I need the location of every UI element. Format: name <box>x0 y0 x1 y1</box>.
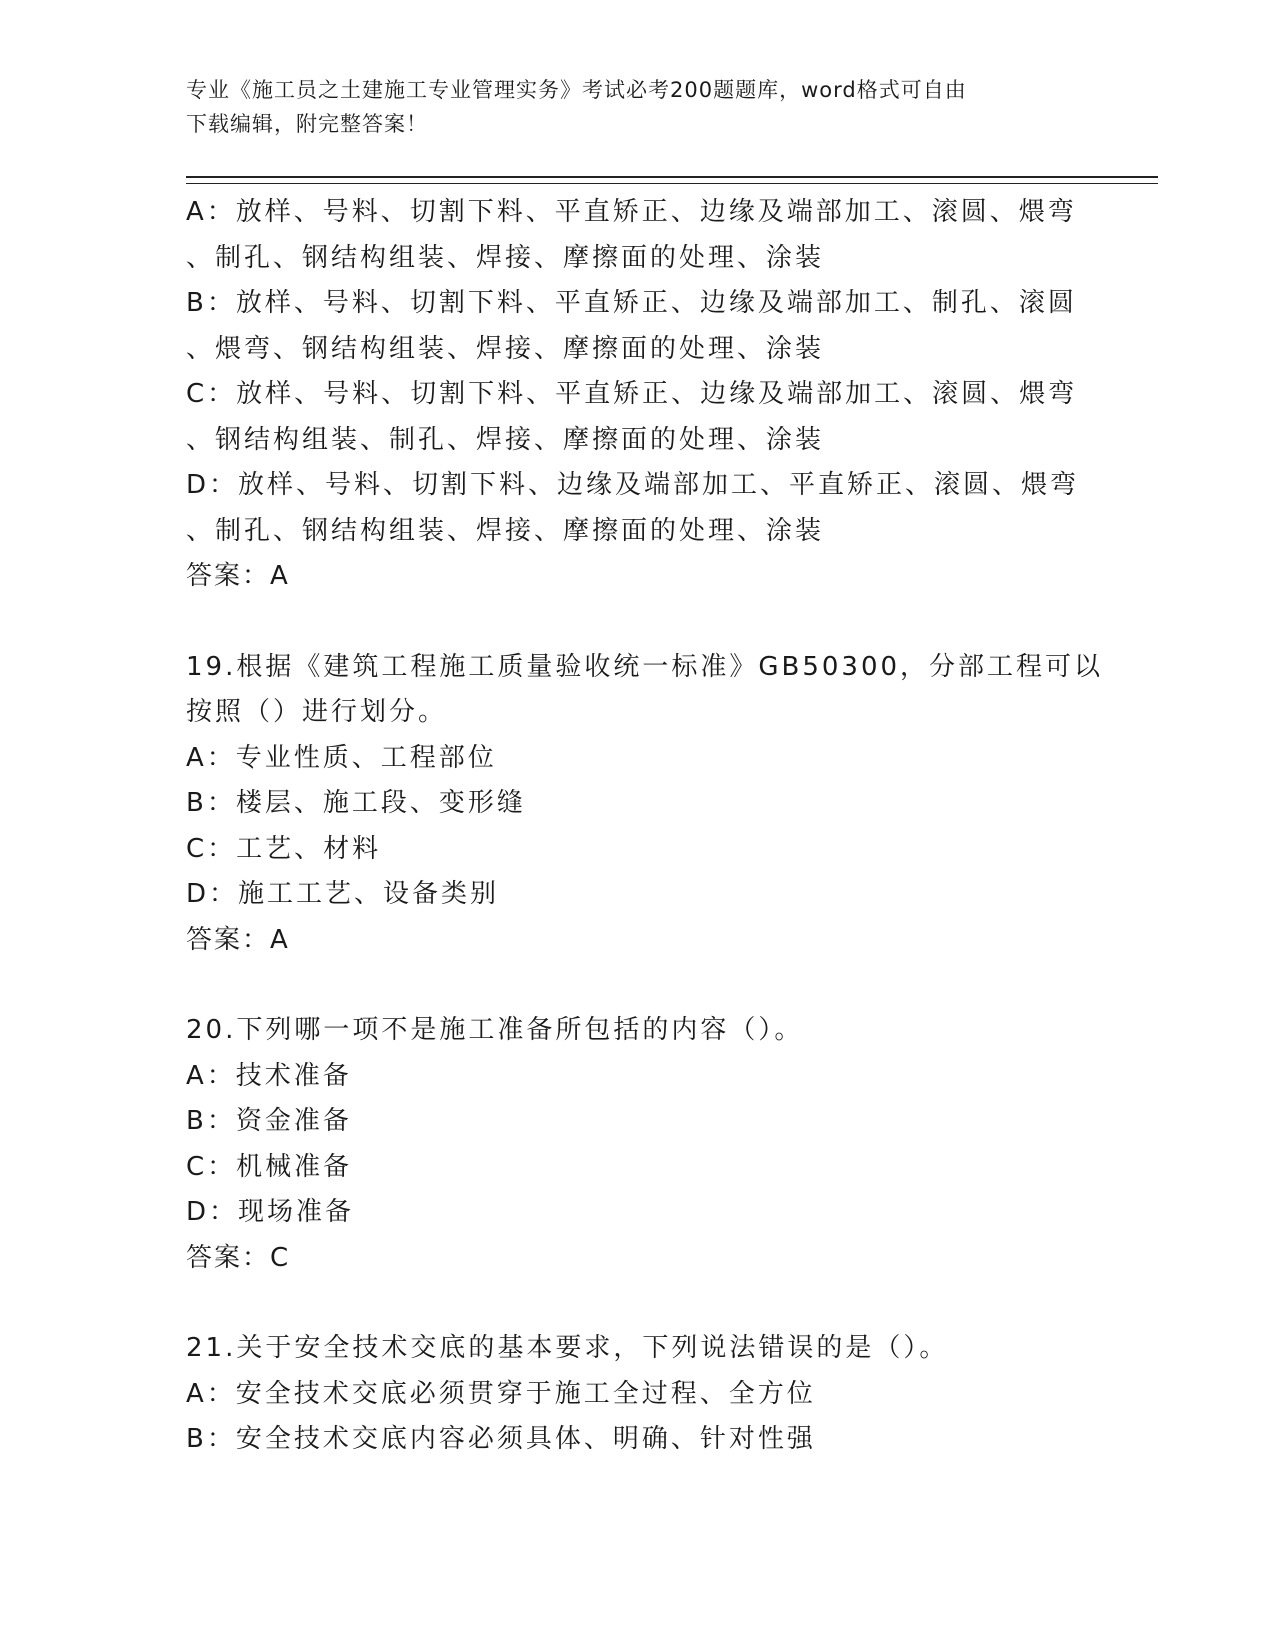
option-b: B：楼层、施工段、变形缝 <box>186 788 526 818</box>
option-a: A：安全技术交底必须贯穿于施工全过程、全方位 <box>186 1378 816 1409</box>
question-20 <box>186 1008 1086 1281</box>
answer: 答案：C <box>186 1242 291 1273</box>
option-b: B：安全技术交底内容必须具体、明确、针对性强 <box>186 1424 816 1454</box>
option-d: D：现场准备 <box>186 1197 355 1227</box>
option-a: A：专业性质、工程部位 <box>186 742 497 773</box>
option-d-line-2: 、制孔、钢结构组装、焊接、摩擦面的处理、涂装 <box>186 515 825 546</box>
option-c-line-1: C：放样、号料、切割下料、平直矫正、边缘及端部加工、滚圆、煨弯 <box>186 379 1078 409</box>
option-b-line-2: 、煨弯、钢结构组装、焊接、摩擦面的处理、涂装 <box>186 333 825 364</box>
header-line-1: 专业《施工员之土建施工专业管理实务》考试必考200题题库，word格式可自由 <box>186 78 967 102</box>
question-19 <box>186 645 1104 964</box>
document-header <box>186 73 1086 141</box>
spacer <box>186 963 1086 1008</box>
option-d: D：施工工艺、设备类别 <box>186 879 500 909</box>
option-c-line-2: 、钢结构组装、制孔、焊接、摩擦面的处理、涂装 <box>186 424 825 455</box>
option-a: A：技术准备 <box>186 1060 352 1091</box>
question-list <box>186 190 1104 1463</box>
option-d-line-1: D：放样、号料、切割下料、边缘及端部加工、平直矫正、滚圆、煨弯 <box>186 470 1080 500</box>
option-b: B：资金准备 <box>186 1106 352 1136</box>
question-text-line-1: 19.根据《建筑工程施工质量验收统一标准》GB50300，分部工程可以 <box>186 651 1104 682</box>
option-a-line-1: A：放样、号料、切割下料、平直矫正、边缘及端部加工、滚圆、煨弯 <box>186 197 1077 227</box>
answer: 答案：A <box>186 924 290 955</box>
question-text: 20.下列哪一项不是施工准备所包括的内容（）。 <box>186 1015 804 1045</box>
spacer <box>186 600 1086 645</box>
option-a-line-2: 、制孔、钢结构组装、焊接、摩擦面的处理、涂装 <box>186 242 825 273</box>
option-b-line-1: B：放样、号料、切割下料、平直矫正、边缘及端部加工、制孔、滚圆 <box>186 288 1077 318</box>
answer: 答案：A <box>186 561 290 591</box>
spacer <box>186 1281 1086 1326</box>
question-text: 21.关于安全技术交底的基本要求，下列说法错误的是（）。 <box>186 1333 949 1363</box>
question-text-line-2: 按照（）进行划分。 <box>186 697 448 727</box>
option-c: C：工艺、材料 <box>186 833 382 864</box>
question-21 <box>186 1326 1086 1463</box>
option-c: C：机械准备 <box>186 1151 353 1182</box>
header-divider <box>186 176 1158 184</box>
header-line-2: 下载编辑，附完整答案！ <box>186 112 428 136</box>
question-18 <box>186 190 1086 600</box>
